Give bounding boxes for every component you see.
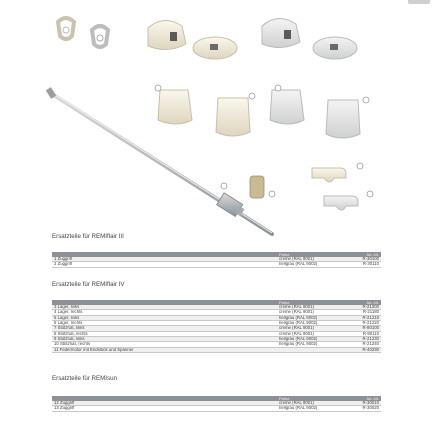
- pull-handle-remisun-cream: [312, 163, 363, 182]
- part-color: creme (RAL 9001): [277, 401, 347, 406]
- part-name: 12 Zuggriff: [52, 401, 277, 406]
- article-number: R-30100: [347, 257, 381, 262]
- support-foot-right-grey: [326, 97, 369, 138]
- part-color: creme (RAL 9001): [277, 257, 347, 262]
- bearing-cap-grey: [262, 18, 357, 59]
- part-name: 1 Zuggriff: [52, 257, 277, 262]
- article-number: R-21230: [347, 337, 381, 342]
- page-corner-tab: [408, 0, 430, 4]
- article-number: R-80110: [347, 331, 381, 336]
- support-foot-left-cream: [155, 85, 192, 124]
- table-row: [52, 262, 381, 267]
- part-color: hellgrau (RAL 9002): [277, 321, 347, 326]
- spare-parts-photo: [40, 8, 400, 240]
- article-number: R-21200: [347, 305, 381, 310]
- part-color: creme (RAL 9001): [277, 310, 347, 315]
- table-row: [52, 406, 381, 411]
- part-name: 5 Lager, links: [52, 315, 277, 320]
- section-title-remiflair-iv: Ersatzteile für REMIflair IV: [52, 281, 125, 288]
- part-name: 8 Stützfuß, rechts: [52, 331, 277, 336]
- article-number: R-30110: [347, 262, 381, 267]
- pull-handle-cream: [58, 18, 74, 39]
- part-color: hellgrau (RAL 9002): [277, 337, 347, 342]
- part-color: hellgrau (RAL 9002): [277, 315, 347, 320]
- pull-handle-grey: [92, 26, 108, 47]
- part-name: 13 Zuggriff: [52, 406, 277, 411]
- part-color: hellgrau (RAL 9002): [277, 342, 347, 347]
- parts-table-remisun: [52, 396, 381, 412]
- article-number: R-80100: [347, 326, 381, 331]
- part-name: 10 Stützfuß, rechts: [52, 342, 277, 347]
- part-name: 7 Stützfuß, links: [52, 326, 277, 331]
- article-number: R-21240: [347, 342, 381, 347]
- bearing-cap-cream: [148, 20, 237, 59]
- support-foot-left-grey: [270, 85, 304, 124]
- section-title-remiflair-iii: Ersatzteile für REMIflair III: [52, 233, 124, 240]
- part-name: 2 Zuggriff: [52, 262, 277, 267]
- column-header-color: Farbe: [277, 300, 347, 305]
- part-color: creme (RAL 9001): [277, 331, 347, 336]
- part-color: creme (RAL 9001): [277, 305, 347, 310]
- article-number: R-30020: [347, 406, 381, 411]
- part-color: creme (RAL 9001): [277, 326, 347, 331]
- column-header-article-no: Art.-Nr.: [347, 252, 381, 257]
- part-name: 11 Federmotor mit Endstück und Spanner: [52, 347, 277, 352]
- column-header-article-no: Art.-Nr.: [347, 396, 381, 401]
- article-number: R-40290: [347, 347, 381, 352]
- article-number: R-30010: [347, 401, 381, 406]
- article-number: R-21210: [347, 315, 381, 320]
- column-header-article-no: Art.-Nr.: [347, 300, 381, 305]
- section-title-remisun: Ersatzteile für REMIsun: [52, 375, 117, 382]
- column-header-color: Farbe: [277, 252, 347, 257]
- parts-table-remiflair-iii: [52, 252, 381, 268]
- article-number: R-21180: [347, 310, 381, 315]
- pull-handle-remisun-grey: [324, 191, 373, 210]
- part-color: [277, 347, 347, 352]
- part-color: hellgrau (RAL 9002): [277, 406, 347, 411]
- table-row: [52, 347, 381, 352]
- part-color: hellgrau (RAL 9002): [277, 262, 347, 267]
- parts-table-remiflair-iv: [52, 300, 381, 353]
- part-name: 3 Lager, links: [52, 305, 277, 310]
- support-foot-right-cream: [216, 93, 255, 136]
- part-name: 4 Lager, rechts: [52, 310, 277, 315]
- part-name: 9 Stützfuß, links: [52, 337, 277, 342]
- column-header-color: Farbe: [277, 396, 347, 401]
- tensioner-nut: [221, 176, 275, 198]
- part-name: 6 Lager, rechts: [52, 321, 277, 326]
- article-number: R-21220: [347, 321, 381, 326]
